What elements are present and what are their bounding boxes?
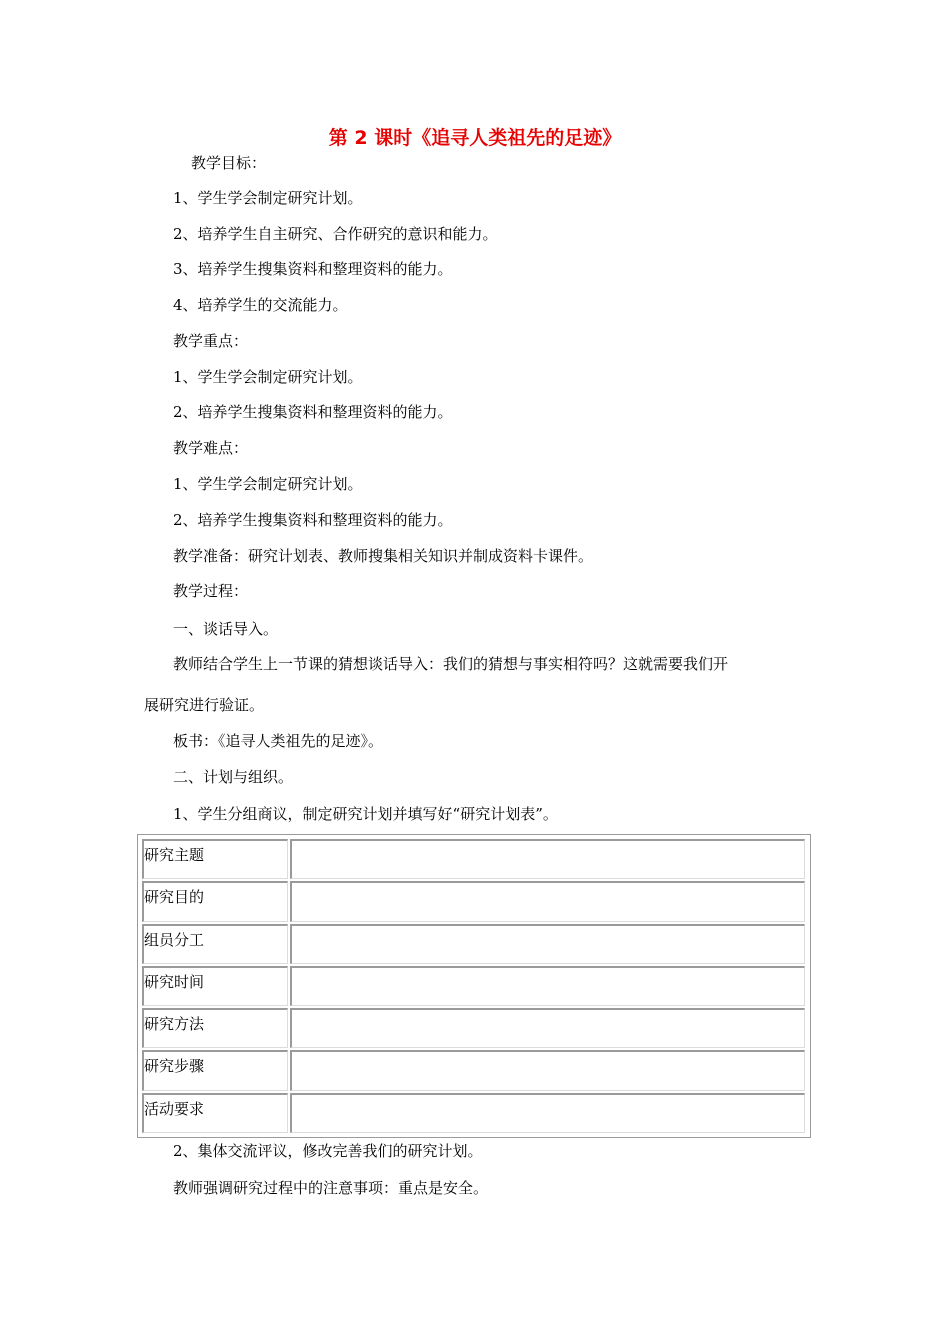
- process-heading: 教学过程：: [173, 582, 249, 600]
- teacher-note-text: 教师强调研究过程中的注意事项：重点是安全。: [173, 1179, 489, 1197]
- key-point-item-2: 2、培养学生搜集资料和整理资料的能力。: [173, 403, 453, 421]
- document-title: 第 2 课时《追寻人类祖先的足迹》: [328, 127, 622, 149]
- difficult-point-item-1: 1、学生学会制定研究计划。: [173, 475, 363, 493]
- table-row-label: 研究步骤: [142, 1050, 288, 1090]
- table-row: [141, 923, 806, 965]
- section-1-heading: 一、谈话导入。: [173, 620, 279, 638]
- table-row-label: 组员分工: [142, 924, 288, 964]
- table-row: [141, 1092, 806, 1134]
- objective-item-2: 2、培养学生自主研究、合作研究的意识和能力。: [173, 225, 498, 243]
- objective-item-3: 3、培养学生搜集资料和整理资料的能力。: [173, 260, 453, 278]
- section-1-text-continued: 展研究进行验证。: [144, 696, 265, 714]
- blackboard-text: 板书：《追寻人类祖先的足迹》。: [173, 732, 384, 750]
- table-row: [141, 1049, 806, 1091]
- section-1-text: 教师结合学生上一节课的猜想谈话导入：我们的猜想与事实相符吗？这就需要我们开: [173, 655, 729, 673]
- objective-item-4: 4、培养学生的交流能力。: [173, 296, 348, 314]
- table-row: [141, 1007, 806, 1049]
- table-row-label: 研究方法: [142, 1008, 288, 1048]
- objective-item-1: 1、学生学会制定研究计划。: [173, 189, 363, 207]
- table-row: [141, 880, 806, 922]
- table-cell-blank: [290, 924, 805, 964]
- step-2-text: 2、集体交流评议，修改完善我们的研究计划。: [173, 1142, 483, 1160]
- table-cell-blank: [290, 881, 805, 921]
- key-points-heading: 教学重点：: [173, 332, 249, 350]
- table-row-label: 活动要求: [142, 1093, 288, 1133]
- preparation-text: 教学准备：研究计划表、教师搜集相关知识并制成资料卡课件。: [173, 547, 594, 565]
- table-row-label: 研究时间: [142, 966, 288, 1006]
- difficult-points-heading: 教学难点：: [173, 439, 249, 457]
- difficult-point-item-2: 2、培养学生搜集资料和整理资料的能力。: [173, 511, 453, 529]
- objectives-heading: 教学目标：: [191, 154, 267, 172]
- table-cell-blank: [290, 1008, 805, 1048]
- step-1-text: 1、学生分组商议，制定研究计划并填写好“研究计划表”。: [173, 805, 558, 823]
- research-plan-table: [137, 834, 811, 1138]
- table-row: [141, 838, 806, 880]
- table-row: [141, 965, 806, 1007]
- table-cell-blank: [290, 1050, 805, 1090]
- table-cell-blank: [290, 839, 805, 879]
- key-point-item-1: 1、学生学会制定研究计划。: [173, 368, 363, 386]
- section-2-heading: 二、计划与组织。: [173, 768, 294, 786]
- table-cell-blank: [290, 1093, 805, 1133]
- table-row-label: 研究目的: [142, 881, 288, 921]
- table-row-label: 研究主题: [142, 839, 288, 879]
- table-cell-blank: [290, 966, 805, 1006]
